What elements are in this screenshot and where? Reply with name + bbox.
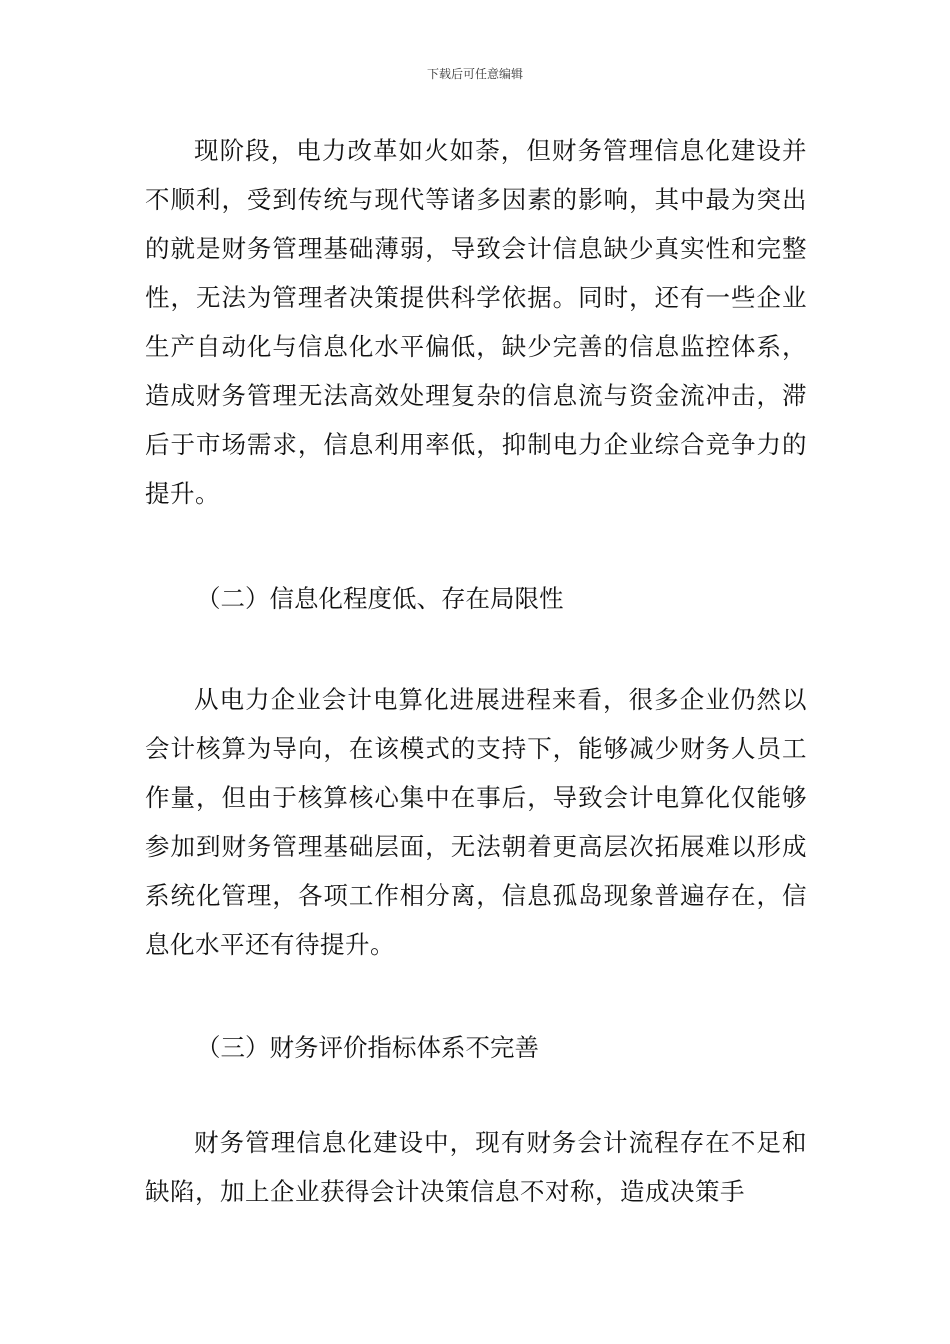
paragraph-accounting-computerization: 从电力企业会计电算化进展进程来看，很多企业仍然以会计核算为导向，在该模式的支持下，能够减少财务人员工作量，但由于核算核心集中在事后，导致会计电算化仅能够参加到财务管理基础层面，无法朝着更高层次拓展难以形成系统化管理，各项工作相分离，信息孤岛现象普遍存在，信息化水平还有待提升。	[145, 685, 807, 959]
paragraph-financial-foundation: 现阶段，电力改革如火如荼，但财务管理信息化建设并不顺利，受到传统与现代等诸多因素的影响，其中最为突出的就是财务管理基础薄弱，导致会计信息缺少真实性和完整性，无法为管理者决策提供科学依据。同时，还有一些企业生产自动化与信息化水平偏低，缺少完善的信息监控体系，造成财务管理无法高效处理复杂的信息流与资金流冲击，滞后于市场需求，信息利用率低，抑制电力企业综合竞争力的提升。	[145, 136, 807, 508]
section-heading-evaluation-system: （三）财务评价指标体系不完善	[196, 1033, 539, 1062]
header-note: 下载后可任意编辑	[426, 67, 523, 81]
paragraph-accounting-process: 财务管理信息化建设中，现有财务会计流程存在不足和缺陷，加上企业获得会计决策信息不对称，造成决策手	[145, 1128, 807, 1206]
section-heading-informatization: （二）信息化程度低、存在局限性	[196, 584, 564, 613]
